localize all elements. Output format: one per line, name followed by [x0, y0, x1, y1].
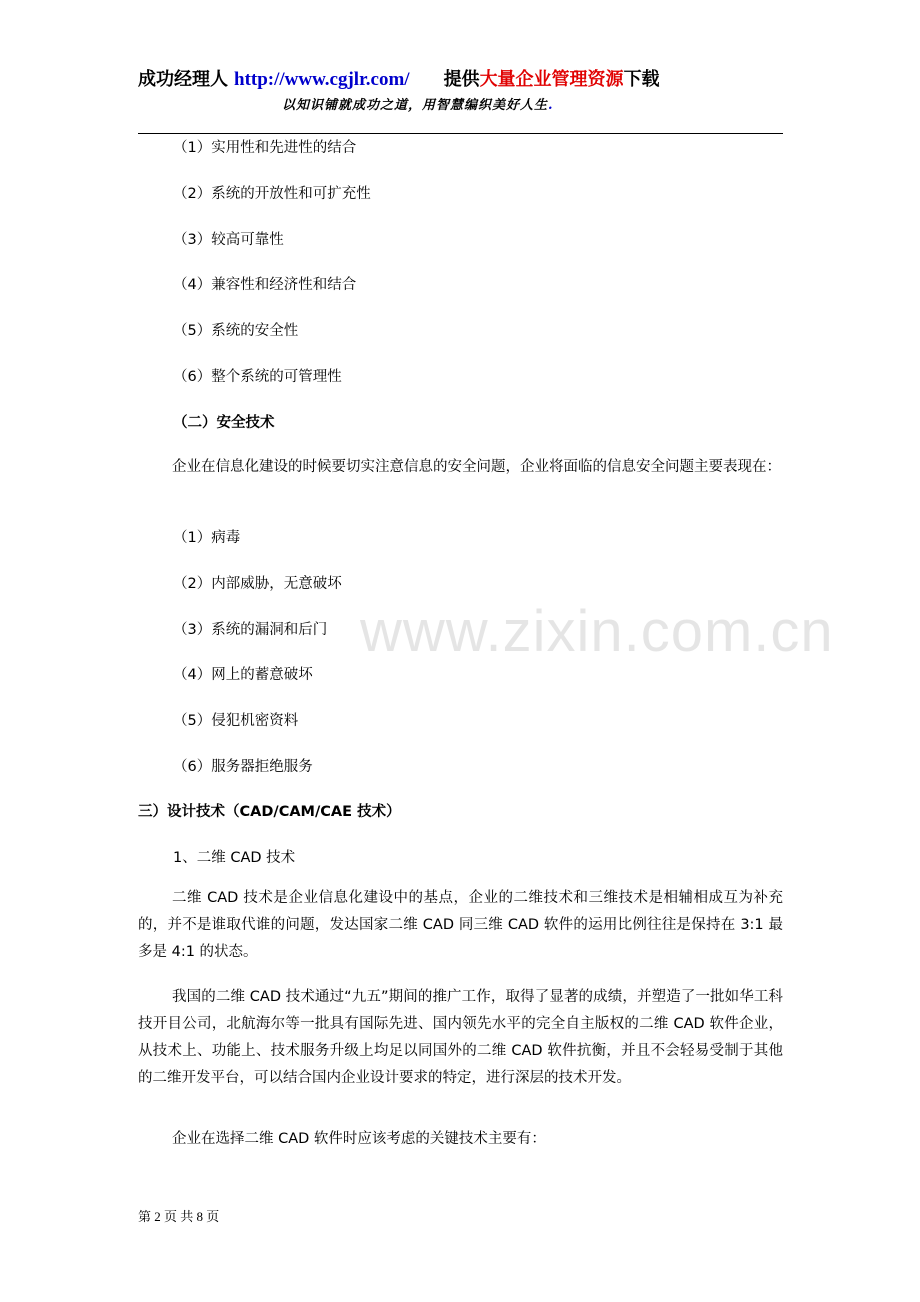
offer-prefix: 提供: [443, 69, 480, 90]
security-item: （3）系统的漏洞和后门: [173, 622, 328, 638]
section-one-item: （5）系统的安全性: [173, 323, 299, 339]
security-heading: （二）安全技术: [173, 415, 275, 431]
offer-suffix: 下载: [623, 69, 660, 90]
header-title: [138, 68, 660, 92]
design-paragraph: 二维 CAD 技术是企业信息化建设中的基点，企业的二维技术和三维技术是相辅相成互为补充的，并不是谁取代谁的问题，发达国家二维 CAD 同三维 CAD 软件的运用比例往往是保持在 3:1 最多是 4:1 的状态。: [138, 890, 783, 960]
section-one-item: （3）较高可靠性: [173, 232, 284, 248]
slogan-dot: .: [548, 98, 554, 113]
offer-highlight: 大量企业管理资源: [479, 69, 624, 90]
design-heading: 三）设计技术（CAD/CAM/CAE 技术）: [138, 804, 401, 820]
security-item: （1）病毒: [173, 530, 241, 546]
watermark: www.zixin.com.cn: [360, 599, 834, 664]
security-item: （6）服务器拒绝服务: [173, 759, 313, 775]
security-item: （2）内部威胁，无意破坏: [173, 576, 342, 592]
security-item: （5）侵犯机密资料: [173, 713, 299, 729]
page-footer: 第 2 页 共 8 页: [138, 1209, 220, 1224]
security-intro: 企业在信息化建设的时候要切实注意信息的安全问题，企业将面临的信息安全问题主要表现在：: [172, 459, 781, 475]
section-one-item: （4）兼容性和经济性和结合: [173, 277, 357, 293]
section-one-item: （6）整个系统的可管理性: [173, 369, 342, 385]
design-subheading: 1、二维 CAD 技术: [173, 850, 296, 866]
header-divider: [138, 133, 783, 134]
section-one-item: （2）系统的开放性和可扩充性: [173, 186, 371, 202]
design-paragraph: 企业在选择二维 CAD 软件时应该考虑的关键技术主要有：: [172, 1131, 546, 1147]
section-one-item: （1）实用性和先进性的结合: [173, 140, 357, 156]
header-slogan: [282, 96, 554, 116]
slogan-text: 以知识铺就成功之道，用智慧编织美好人生: [282, 98, 549, 113]
site-url-link[interactable]: http://www.cgjlr.com/: [234, 69, 410, 90]
security-item: （4）网上的蓄意破坏: [173, 667, 313, 683]
design-paragraph: 我国的二维 CAD 技术通过“九五”期间的推广工作，取得了显著的成绩，并塑造了一批如华工科技开目公司，北航海尔等一批具有国际先进、国内领先水平的完全自主版权的二维 CAD 软件企业，从技术上、功能上、技术服务升级上均足以同国外的二维 CAD 软件抗衡，并且不会轻易受制于其他的二维开发平台，可以结合国内企业设计要求的特定，进行深层的技术开发。: [138, 989, 783, 1086]
brand-name: 成功经理人: [138, 69, 228, 90]
